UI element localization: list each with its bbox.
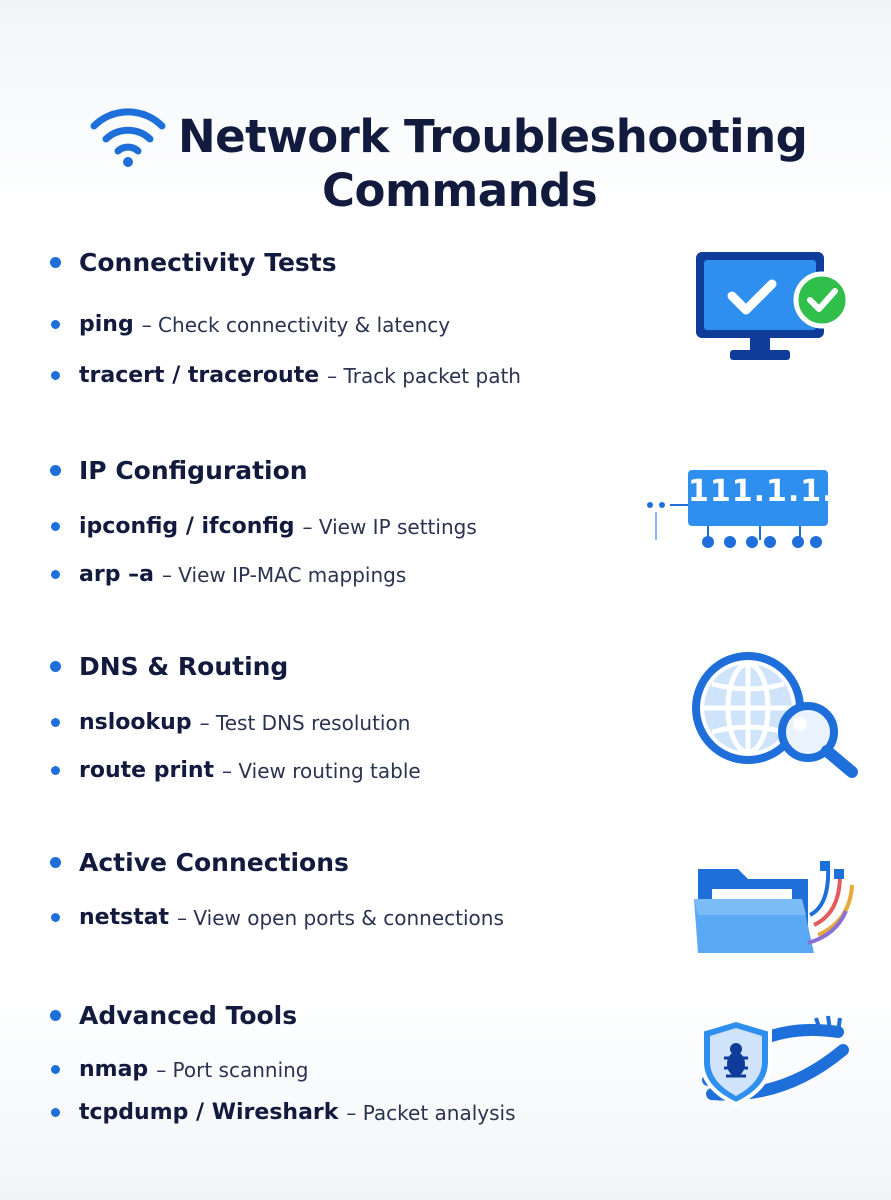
bullet-dot (51, 570, 60, 579)
list-item (50, 1100, 516, 1125)
section-heading: DNS & Routing (79, 652, 289, 681)
ip-address-label: 111.1.1.1 (688, 474, 857, 509)
command-description: – View open ports & connections (177, 905, 504, 930)
list-item (50, 758, 421, 783)
bullet-dot (50, 257, 61, 268)
folder-connections-icon (690, 855, 860, 960)
command-name: nslookup (79, 710, 192, 735)
list-item (50, 1057, 309, 1082)
shield-bug-icon (688, 1010, 863, 1110)
command-description: – Test DNS resolution (199, 710, 411, 735)
section-heading-row (50, 848, 349, 877)
bullet-dot (51, 522, 60, 531)
wifi-icon (90, 106, 166, 168)
page-header (0, 100, 891, 220)
page-title-line-2: Commands (322, 164, 598, 217)
globe-search-icon (690, 652, 865, 782)
bullet-dot (51, 371, 60, 380)
list-item (50, 905, 504, 930)
section-heading: IP Configuration (79, 456, 308, 485)
list-item (50, 363, 521, 388)
command-name: ipconfig / ifconfig (79, 514, 295, 539)
section-heading-row (50, 248, 337, 277)
command-name: ping (79, 312, 134, 337)
section-heading-row (50, 652, 288, 681)
section-heading: Advanced Tools (79, 1001, 298, 1030)
command-name: arp –a (79, 562, 154, 587)
section-heading: Active Connections (79, 848, 349, 877)
command-name: route print (79, 758, 215, 783)
list-item (50, 562, 406, 587)
page-title: Network Troubleshooting (178, 110, 808, 163)
bullet-dot (50, 661, 61, 672)
command-description: – Port scanning (156, 1057, 309, 1082)
command-name: tcpdump / Wireshark (79, 1100, 339, 1125)
monitor-check-icon (690, 248, 855, 373)
bullet-dot (50, 857, 61, 868)
command-description: – View IP settings (302, 514, 477, 539)
command-description: – Packet analysis (346, 1100, 516, 1125)
command-name: nmap (79, 1057, 149, 1082)
bullet-dot (51, 320, 60, 329)
command-description: – View routing table (222, 758, 421, 783)
command-description: – Track packet path (327, 363, 521, 388)
command-description: – View IP-MAC mappings (161, 562, 407, 587)
command-name: netstat (79, 905, 170, 930)
bullet-dot (51, 766, 60, 775)
bullet-dot (50, 1010, 61, 1021)
list-item (50, 312, 450, 337)
command-name: tracert / traceroute (79, 363, 320, 388)
section-heading-row (50, 456, 308, 485)
list-item (50, 710, 410, 735)
bullet-dot (51, 1065, 60, 1074)
section-heading-row (50, 1001, 297, 1030)
section-heading: Connectivity Tests (79, 248, 337, 277)
list-item (50, 514, 477, 539)
bullet-dot (51, 913, 60, 922)
command-description: – Check connectivity & latency (141, 312, 451, 337)
bullet-dot (50, 465, 61, 476)
bullet-dot (51, 718, 60, 727)
ip-address-icon (640, 460, 857, 555)
bullet-dot (51, 1108, 60, 1117)
